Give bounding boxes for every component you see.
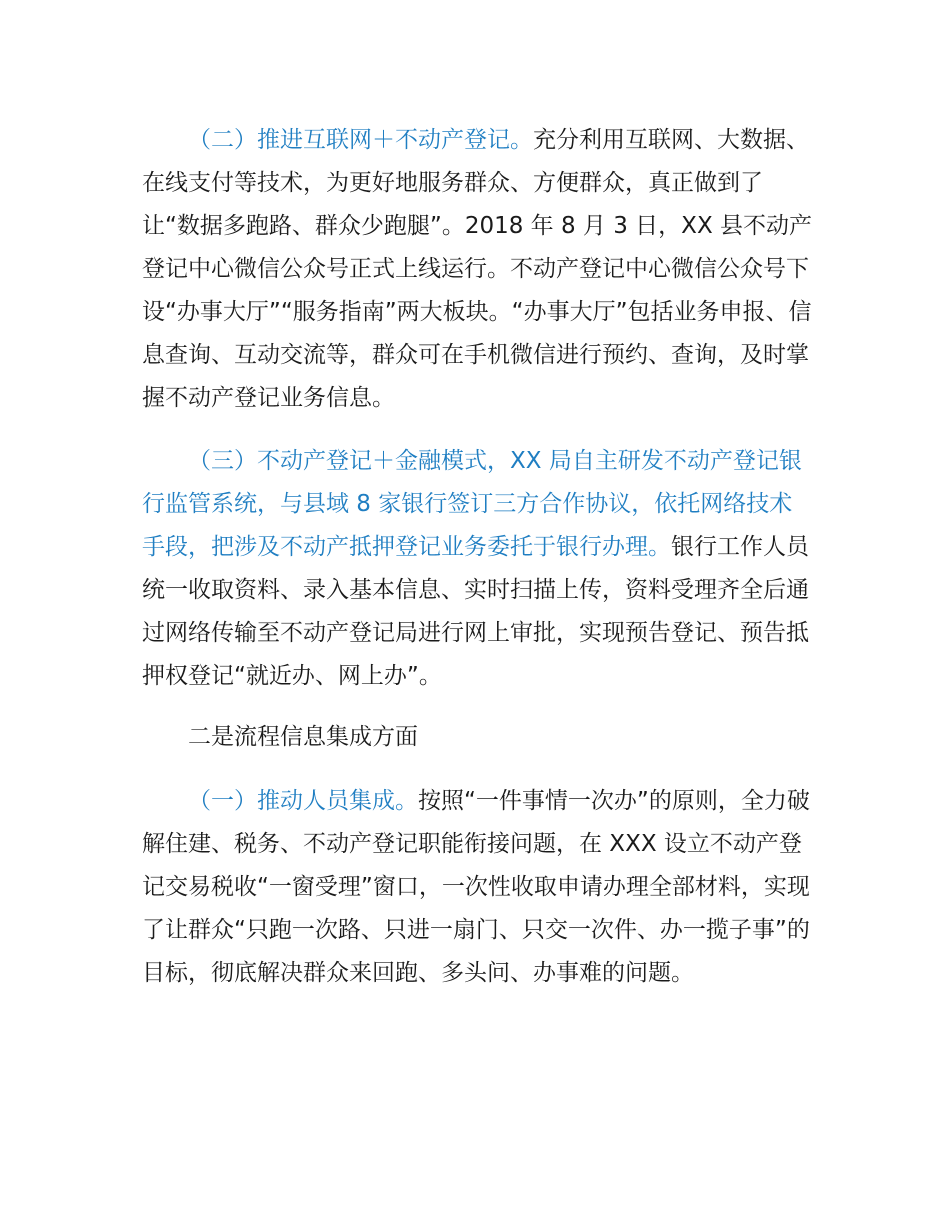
paragraph-body: 按照“一件事情一次办”的原则，全力破解住建、税务、不动产登记职能衔接问题，在 XXX 设立不动产登记交易税收“一窗受理”窗口，一次性收取申请办理全部材料，实现了让群众“只跑一次路、只进一扇门、只交一次件、办一揽子事”的目标，彻底解决群众来回跑、多头问、办事难的问题。: [142, 788, 810, 986]
paragraph-personnel-integration: [142, 780, 812, 995]
section-heading-process-integration: [142, 716, 812, 759]
paragraph-body: 充分利用互联网、大数据、在线支付等技术，为更好地服务群众、方便群众，真正做到了让“数据多跑路、群众少跑腿”。2018 年 8 月 3 日，XX 县不动产登记中心微信公众号正式上线运行。不动产登记中心微信公众号下设“办事大厅”“服务指南”两大板块。“办事大厅”包括业务申报、信息查询、互动交流等，群众可在手机微信进行预约、查询，及时掌握不动产登记业务信息。: [142, 127, 813, 411]
section-heading-text: 二是流程信息集成方面: [188, 724, 418, 750]
paragraph-internet-registration: [142, 119, 812, 420]
paragraph-heading: （二）推进互联网＋不动产登记。: [188, 127, 533, 153]
paragraph-heading: （三）不动产登记＋金融模式，: [188, 448, 510, 474]
paragraph-heading-continued: XX 局自主研发不动产登记银行监管系统，与县域 8 家银行签订三方合作协议，依托网络技术手段，把涉及不动产抵押登记业务委托于银行办理。: [142, 448, 802, 560]
paragraph-finance-mode: [142, 440, 812, 698]
paragraph-body: 银行工作人员统一收取资料、录入基本信息、实时扫描上传，资料受理齐全后通过网络传输至不动产登记局进行网上审批，实现预告登记、预告抵押权登记“就近办、网上办”。: [142, 534, 809, 689]
paragraph-heading: （一）推动人员集成。: [188, 788, 418, 814]
